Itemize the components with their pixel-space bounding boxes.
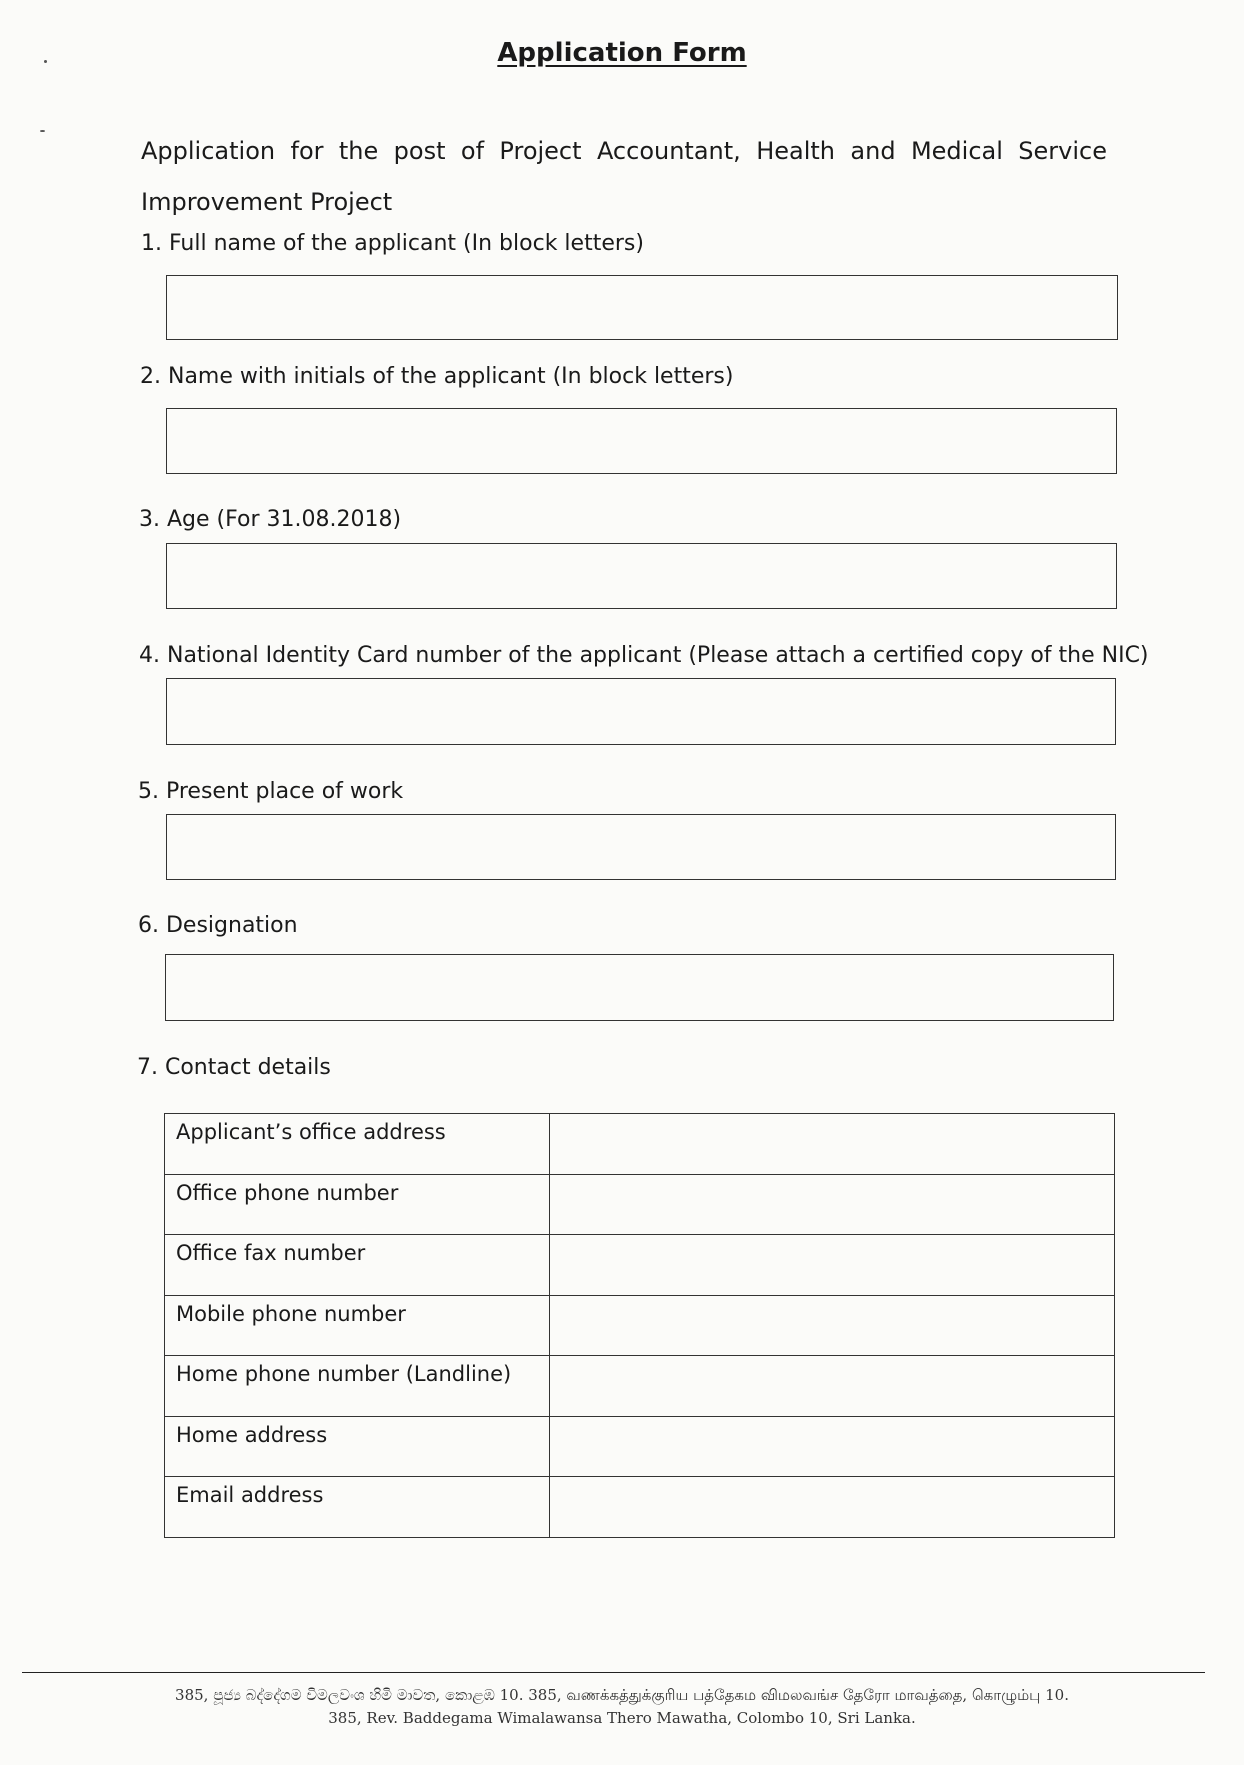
nic-number-field[interactable] [166, 678, 1116, 745]
mobile-phone-field[interactable] [550, 1295, 1115, 1356]
contact-details-table [164, 1113, 1115, 1538]
home-address-field[interactable] [550, 1416, 1115, 1477]
footer-address-local: 385, පූජ්‍ය බද්දේගම විමලවංශ හිමි මාවත, කොළඹ 10. 385, வணக்கத்துக்குரிய பத்தேகம விமலவங்ச தேரோ மாவத்தை, கொழும்பு 10. [175, 1686, 1069, 1704]
question-3-label: 3. Age (For 31.08.2018) [139, 507, 402, 532]
office-fax-label: Office fax number [165, 1235, 550, 1296]
office-fax-field[interactable] [550, 1235, 1115, 1296]
place-of-work-field[interactable] [166, 814, 1116, 880]
email-address-label: Email address [165, 1477, 550, 1538]
table-row [165, 1416, 1115, 1477]
mobile-phone-label: Mobile phone number [165, 1295, 550, 1356]
table-row [165, 1356, 1115, 1417]
office-phone-label: Office phone number [165, 1174, 550, 1235]
form-title: Application Form [497, 38, 747, 68]
table-row [165, 1235, 1115, 1296]
office-address-label: Applicant’s office address [165, 1114, 550, 1175]
question-4-label: 4. National Identity Card number of the applicant (Please attach a certified copy of the NIC) [139, 643, 1149, 668]
designation-field[interactable] [165, 954, 1114, 1021]
scan-mark [40, 130, 45, 132]
table-row [165, 1477, 1115, 1538]
form-intro: Application for the post of Project Accountant, Health and Medical Service Improvement Project [141, 137, 1107, 216]
name-with-initials-field[interactable] [166, 408, 1117, 474]
contact-details-heading: 7. Contact details [137, 1055, 331, 1080]
question-2-label: 2. Name with initials of the applicant (In block letters) [140, 364, 734, 389]
footer-address-english: 385, Rev. Baddegama Wimalawansa Thero Mawatha, Colombo 10, Sri Lanka. [328, 1709, 916, 1727]
table-row [165, 1174, 1115, 1235]
home-address-label: Home address [165, 1416, 550, 1477]
footer-divider [22, 1672, 1205, 1673]
office-phone-field[interactable] [550, 1174, 1115, 1235]
full-name-field[interactable] [166, 275, 1118, 340]
question-1-label: 1. Full name of the applicant (In block letters) [141, 231, 644, 256]
office-address-field[interactable] [550, 1114, 1115, 1175]
table-row [165, 1295, 1115, 1356]
table-row [165, 1114, 1115, 1175]
email-address-field[interactable] [550, 1477, 1115, 1538]
question-5-label: 5. Present place of work [138, 779, 404, 804]
home-phone-label: Home phone number (Landline) [165, 1356, 550, 1417]
age-field[interactable] [166, 543, 1117, 609]
home-phone-field[interactable] [550, 1356, 1115, 1417]
question-6-label: 6. Designation [138, 913, 298, 938]
